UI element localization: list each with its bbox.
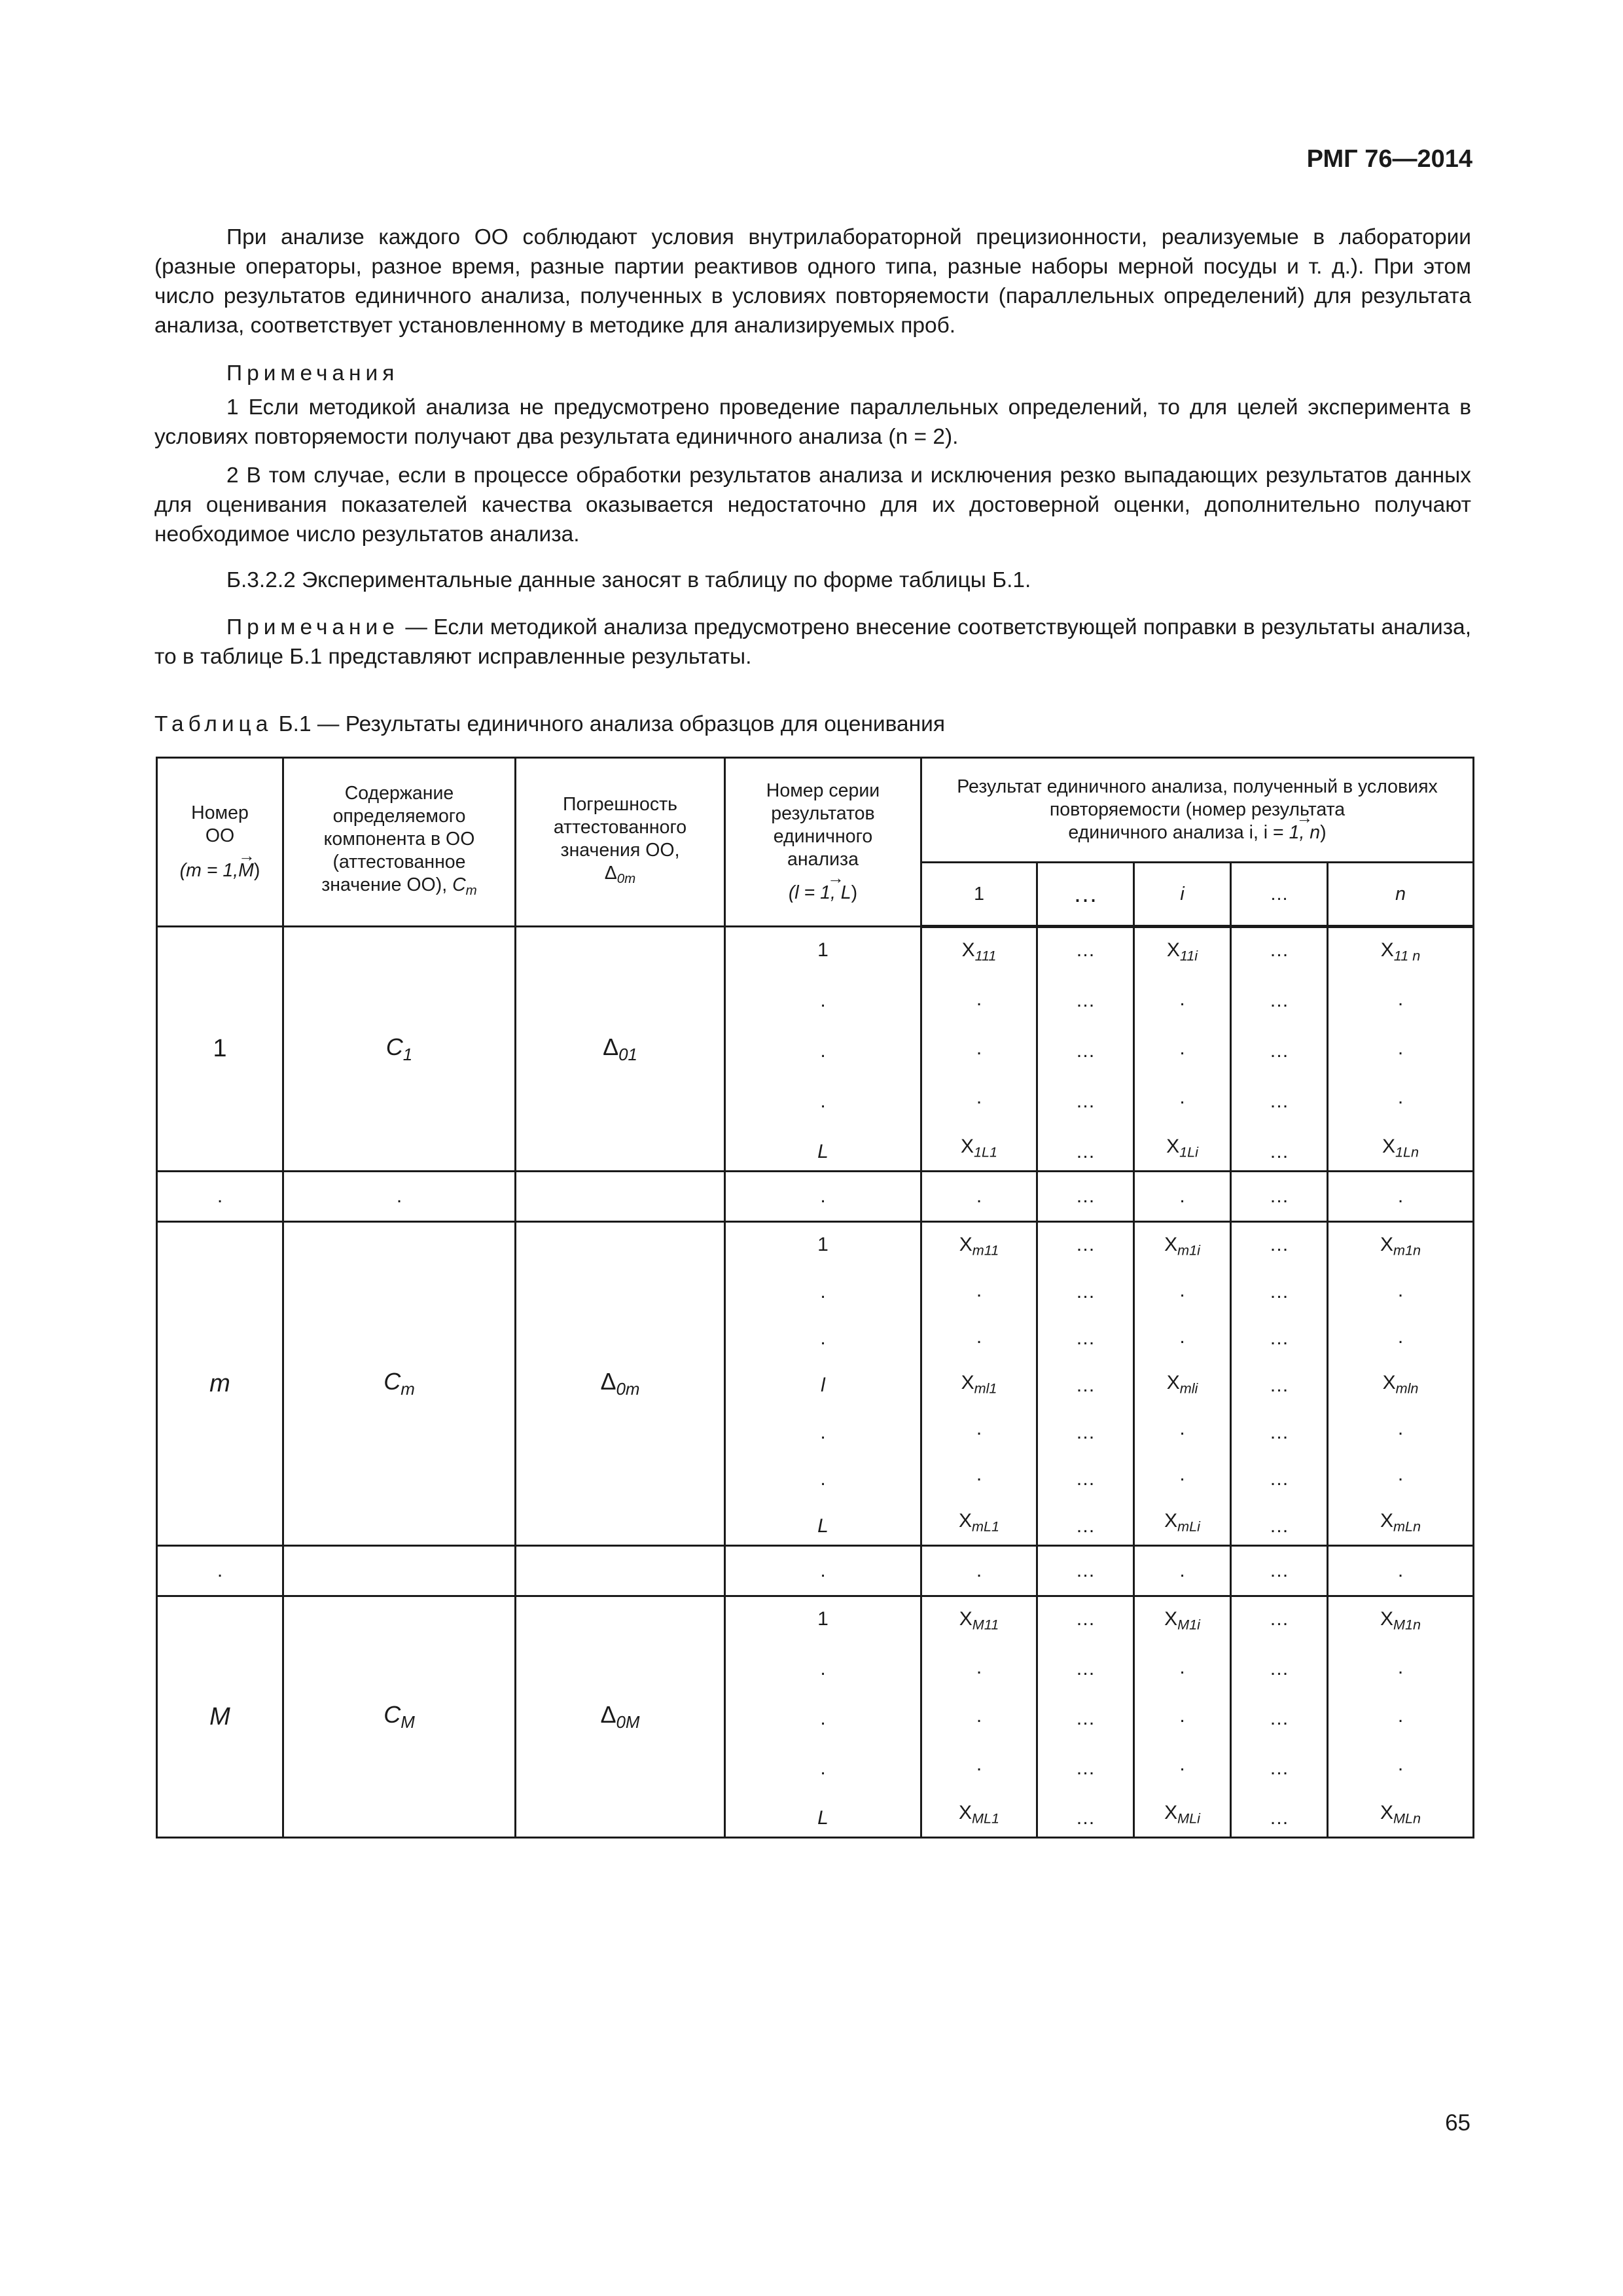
table-caption-label: Таблица bbox=[154, 712, 273, 736]
cell-result-1: $X_{m11}$ . . $X_{ml1}$ . . $X_{mL1}$ bbox=[921, 1222, 1037, 1546]
cell-dot bbox=[283, 1546, 516, 1596]
cell-value: … bbox=[1269, 1708, 1289, 1729]
cell-value: 1 bbox=[817, 939, 829, 961]
cell-value: … bbox=[1269, 1807, 1289, 1829]
cell-result-i: $X_{11i}$ . . . $X_{1Li}$ bbox=[1134, 927, 1231, 1172]
cell-value: X bbox=[958, 1801, 972, 1823]
cell-value: . bbox=[976, 1463, 982, 1486]
cell-result-n: $X_{m1n}$ . . $X_{mln}$ . . $X_{mLn}$ bbox=[1328, 1222, 1474, 1546]
cell-value: … bbox=[1075, 1374, 1096, 1396]
table-caption-text: Б.1 — Результаты единичного анализа образцов для оценивания bbox=[272, 712, 945, 736]
cell-value: X bbox=[1380, 1801, 1393, 1823]
cell-value: … bbox=[1075, 939, 1096, 961]
cell-dot: . bbox=[921, 1546, 1037, 1596]
cell-value: … bbox=[1269, 939, 1289, 961]
cell-value: … bbox=[1075, 1327, 1096, 1350]
cell-value: L bbox=[817, 1515, 829, 1537]
cell-value: . bbox=[1179, 1325, 1185, 1348]
cell-value: … bbox=[1269, 1608, 1289, 1630]
cell-value: … bbox=[1269, 1658, 1289, 1679]
cell-value: X bbox=[960, 1135, 974, 1157]
cell-value: X bbox=[958, 1509, 972, 1532]
cell-value: . bbox=[820, 1327, 826, 1350]
cell-result-ellipsis bbox=[1037, 927, 1134, 1172]
cell-dot: . bbox=[921, 1172, 1037, 1222]
cell-dot bbox=[516, 1172, 725, 1222]
cell-value: . bbox=[1397, 988, 1404, 1010]
cell-value: . bbox=[1397, 1656, 1404, 1678]
cell-value: L bbox=[817, 1807, 829, 1829]
header-result-ellipsis: … bbox=[1037, 863, 1134, 927]
cell-value: X bbox=[1380, 939, 1394, 961]
cell-value: . bbox=[1397, 1086, 1404, 1108]
cell-value: . bbox=[1397, 1037, 1404, 1059]
cell-value: . bbox=[1179, 988, 1185, 1010]
cell-uncertainty-value: $\Delta_{01}$ bbox=[516, 927, 725, 1172]
cell-value: . bbox=[1179, 1656, 1185, 1678]
cell-value: . bbox=[820, 1468, 826, 1490]
cell-value: … bbox=[1075, 1658, 1096, 1679]
cell-value: X bbox=[1164, 1509, 1178, 1532]
cell-value: … bbox=[1075, 1280, 1096, 1302]
cell-value: X bbox=[961, 1371, 974, 1393]
cell-value: … bbox=[1075, 990, 1096, 1011]
cell-dot: … bbox=[1037, 1546, 1134, 1596]
cell-value: . bbox=[976, 1280, 982, 1302]
cell-value: . bbox=[1397, 1753, 1404, 1775]
cell-content-value: $C_1$ bbox=[283, 927, 516, 1172]
cell-value: … bbox=[1269, 1040, 1289, 1062]
cell-value: X bbox=[1164, 1608, 1178, 1630]
cell-result-ellipsis bbox=[1231, 1222, 1328, 1546]
cell-value: … bbox=[1075, 1090, 1096, 1112]
table-row-group bbox=[157, 1596, 1474, 1838]
cell-content-value: $C_M$ bbox=[283, 1596, 516, 1838]
header-oo-number: Номер ОО (m = 1,→ M) bbox=[157, 758, 283, 927]
cell-value: X bbox=[1380, 1509, 1393, 1532]
cell-value: . bbox=[820, 1421, 826, 1443]
cell-uncertainty-value: $\Delta_{0m}$ bbox=[516, 1222, 725, 1546]
cell-value: … bbox=[1075, 1515, 1096, 1537]
cell-result-ellipsis bbox=[1231, 1596, 1328, 1838]
cell-value: . bbox=[820, 1708, 826, 1729]
cell-value: . bbox=[820, 1658, 826, 1679]
cell-result-ellipsis bbox=[1037, 1222, 1134, 1546]
cell-value: … bbox=[1269, 1757, 1289, 1779]
cell-value: . bbox=[976, 1656, 982, 1678]
cell-value: . bbox=[976, 1086, 982, 1108]
note-2: 2 В том случае, если в процессе обработки результатов анализа и исключения резко выпадающих результатов данных для оценивания показателей качества оказывается недостаточно для их достоверной оценки, дополнительно получают необходимое число результатов анализа. bbox=[154, 463, 1471, 547]
cell-value: . bbox=[820, 1090, 826, 1112]
cell-result-i: $X_{M1i}$ . . . $X_{MLi}$ bbox=[1134, 1596, 1231, 1838]
header-result-i: i bbox=[1134, 863, 1231, 927]
cell-value: . bbox=[1179, 1753, 1185, 1775]
cell-value: … bbox=[1269, 1421, 1289, 1443]
cell-value: . bbox=[1397, 1463, 1404, 1486]
header-result-1: 1 bbox=[921, 863, 1037, 927]
header-uncertainty: Погрешность аттестованного значения ОО, $\Delta_{0m}$ bbox=[516, 758, 725, 927]
cell-value: … bbox=[1269, 1327, 1289, 1350]
notes-title: Примечания bbox=[226, 361, 399, 386]
cell-value: X bbox=[1164, 1234, 1178, 1255]
cell-value: . bbox=[820, 1757, 826, 1779]
cell-dot: … bbox=[1231, 1172, 1328, 1222]
cell-dot: . bbox=[157, 1546, 283, 1596]
cell-value: … bbox=[1075, 1608, 1096, 1630]
cell-value: . bbox=[1397, 1325, 1404, 1348]
cell-value: L bbox=[817, 1140, 829, 1162]
cell-value: . bbox=[976, 1037, 982, 1059]
cell-result-i: $X_{m1i}$ . . $X_{mli}$ . . $X_{mLi}$ bbox=[1134, 1222, 1231, 1546]
cell-dot: . bbox=[725, 1172, 921, 1222]
cell-value: … bbox=[1075, 1141, 1096, 1162]
cell-value: . bbox=[1179, 1463, 1185, 1486]
cell-value: 1 bbox=[817, 1608, 829, 1630]
cell-value: … bbox=[1075, 1468, 1096, 1490]
cell-content-value: $C_m$ bbox=[283, 1222, 516, 1546]
header-result-ellipsis: … bbox=[1231, 863, 1328, 927]
cell-value: . bbox=[1179, 1418, 1185, 1439]
cell-value: … bbox=[1269, 1090, 1289, 1112]
cell-series bbox=[725, 1596, 921, 1838]
cell-value: X bbox=[961, 939, 975, 961]
header-results: Результат единичного анализа, полученный в условиях повторяемости (номер результата единичного анализа i, i = → 1, n) bbox=[921, 758, 1474, 863]
cell-value: . bbox=[1397, 1418, 1404, 1439]
cell-dot: . bbox=[157, 1172, 283, 1222]
cell-value: . bbox=[976, 1418, 982, 1439]
cell-dot: . bbox=[1328, 1172, 1474, 1222]
cell-value: . bbox=[820, 1039, 826, 1062]
cell-dot: . bbox=[283, 1172, 516, 1222]
cell-value: … bbox=[1075, 1040, 1096, 1062]
cell-value: … bbox=[1269, 990, 1289, 1011]
cell-value: … bbox=[1269, 1515, 1289, 1537]
header-content: Содержание определяемого компонента в ОО (аттестованное значение ОО), $C_m$ bbox=[283, 758, 516, 927]
cell-value: X bbox=[1380, 1234, 1393, 1255]
cell-value: . bbox=[820, 1280, 826, 1302]
page-number: 65 bbox=[1445, 2110, 1471, 2136]
cell-dot: . bbox=[1134, 1172, 1231, 1222]
cell-value: . bbox=[820, 989, 826, 1011]
table-row-group bbox=[157, 927, 1474, 1172]
cell-result-1: $X_{M11}$ . . . $X_{ML1}$ bbox=[921, 1596, 1037, 1838]
cell-value: X bbox=[1382, 1371, 1396, 1393]
cell-value: l bbox=[821, 1374, 825, 1396]
cell-dot: . bbox=[1328, 1546, 1474, 1596]
cell-series bbox=[725, 927, 921, 1172]
paragraph-b322: Б.3.2.2 Экспериментальные данные заносят в таблицу по форме таблицы Б.1. bbox=[226, 568, 1031, 592]
cell-dot: … bbox=[1037, 1172, 1134, 1222]
cell-value: … bbox=[1075, 1421, 1096, 1443]
cell-value: X bbox=[959, 1234, 972, 1255]
document-number: РМГ 76—2014 bbox=[1306, 145, 1472, 173]
cell-value: . bbox=[1179, 1704, 1185, 1727]
cell-oo-number: M bbox=[157, 1596, 283, 1838]
cell-value: . bbox=[1179, 1086, 1185, 1108]
results-table bbox=[156, 757, 1474, 1839]
cell-uncertainty-value: $\Delta_{0M}$ bbox=[516, 1596, 725, 1838]
note-3-text: — Если методикой анализа предусмотрено внесение соответствующей поправки в результаты анализа, то в таблице Б.1 представляют исправленные результаты. bbox=[154, 615, 1471, 669]
cell-result-ellipsis bbox=[1231, 927, 1328, 1172]
cell-result-n: $X_{M1n}$ . . . $X_{MLn}$ bbox=[1328, 1596, 1474, 1838]
cell-value: X bbox=[959, 1608, 972, 1630]
header-series-number: Номер серии результатов единичного анализа (l = → 1, L) bbox=[725, 758, 921, 927]
cell-value: … bbox=[1269, 1374, 1289, 1396]
header-result-n: n bbox=[1328, 863, 1474, 927]
cell-series bbox=[725, 1222, 921, 1546]
cell-value: . bbox=[976, 1753, 982, 1775]
cell-value: … bbox=[1075, 1234, 1096, 1255]
cell-dot: . bbox=[1134, 1546, 1231, 1596]
table-caption bbox=[154, 712, 945, 737]
cell-result-ellipsis bbox=[1037, 1596, 1134, 1838]
cell-value: . bbox=[976, 1704, 982, 1727]
cell-value: … bbox=[1269, 1141, 1289, 1162]
cell-value: … bbox=[1075, 1757, 1096, 1779]
cell-result-1: $X_{111}$ . . . $X_{1L1}$ bbox=[921, 927, 1037, 1172]
note-1: 1 Если методикой анализа не предусмотрено проведение параллельных определений, то для целей эксперимента в условиях повторяемости получают два результата единичного анализа (n = 2). bbox=[154, 395, 1471, 449]
cell-value: … bbox=[1075, 1708, 1096, 1729]
cell-dot bbox=[516, 1546, 725, 1596]
cell-value: X bbox=[1382, 1135, 1395, 1157]
cell-value: X bbox=[1164, 1801, 1178, 1823]
cell-value: X bbox=[1166, 1371, 1180, 1393]
cell-value: . bbox=[976, 1325, 982, 1348]
cell-result-n: $X_{11 n}$ . . . $X_{1Ln}$ bbox=[1328, 927, 1474, 1172]
cell-value: … bbox=[1269, 1468, 1289, 1490]
cell-value: X bbox=[1166, 939, 1180, 961]
cell-dot: . bbox=[725, 1546, 921, 1596]
note-3-label: Примечание bbox=[226, 615, 399, 639]
paragraph-intro: При анализе каждого ОО соблюдают условия внутрилабораторной прецизионности, реализуемые в лаборатории (разные операторы, разное время, разные партии реактивов одного типа, разные наборы мерной посуды и т. д.). При этом число результатов единичного анализа, полученных в условиях повторяемости (параллельных определений) для результата анализа, соответствует установленному в методике для анализируемых проб. bbox=[154, 225, 1471, 338]
cell-value: … bbox=[1269, 1280, 1289, 1302]
cell-value: . bbox=[1397, 1704, 1404, 1727]
table-row-group bbox=[157, 1222, 1474, 1546]
cell-value: X bbox=[1380, 1608, 1393, 1630]
cell-value: . bbox=[1179, 1037, 1185, 1059]
note-3 bbox=[154, 613, 1471, 672]
cell-value: . bbox=[976, 988, 982, 1010]
cell-oo-number: 1 bbox=[157, 927, 283, 1172]
cell-oo-number: m bbox=[157, 1222, 283, 1546]
table-row-ellipsis bbox=[157, 1172, 1474, 1222]
cell-value: . bbox=[1179, 1280, 1185, 1302]
cell-value: . bbox=[1397, 1280, 1404, 1302]
cell-value: … bbox=[1269, 1234, 1289, 1255]
cell-dot: … bbox=[1231, 1546, 1328, 1596]
cell-value: … bbox=[1075, 1807, 1096, 1829]
cell-value: X bbox=[1166, 1135, 1180, 1157]
table-row-ellipsis bbox=[157, 1546, 1474, 1596]
cell-value: 1 bbox=[817, 1234, 829, 1255]
